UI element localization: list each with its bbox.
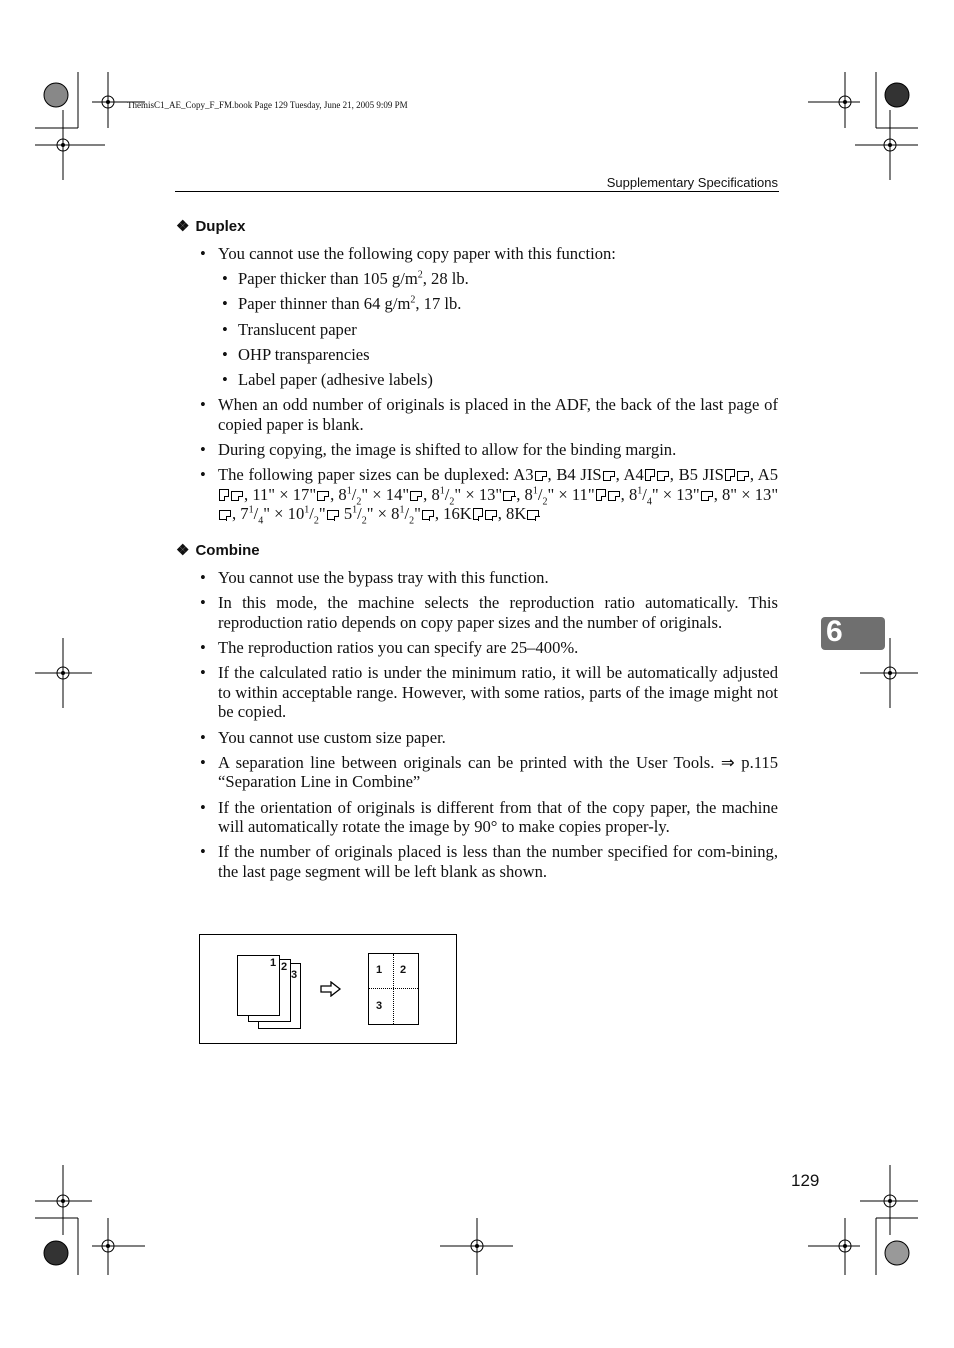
list-item: • The following paper sizes can be duplexed: A3 , B4 JIS , A4 , B5 JIS , A5, 11" × 17" , $8^1/_2$" × 14" , $8^1/_2$" × 13" , $8^1/_2$" × 11" , $8^1/_4$" × 13" , 8" × 13", $7^1/_4$" × $10^1/_2$" $5^1/_2$" × $8^1/_2$" , 16K , 8K — [200, 465, 778, 524]
output-label-1: 1 — [376, 964, 383, 976]
portrait-icon — [219, 489, 229, 501]
landscape-icon — [603, 471, 615, 481]
duplex-title: ❖ Duplex — [176, 218, 246, 235]
landscape-icon — [327, 510, 339, 520]
list-item: • Paper thicker than 105 $g/m^2$, 28 lb. — [218, 269, 778, 289]
chapter-number: 6 — [826, 615, 843, 648]
portrait-icon — [725, 469, 735, 481]
print-info: ThemisC1_AE_Copy_F_FM.book Page 129 Tuesday, June 21, 2005 9:09 PM — [127, 100, 408, 110]
list-item: • You cannot use custom size paper. — [200, 728, 778, 748]
duplex-list — [200, 244, 778, 529]
list-item: • OHP transparencies — [218, 345, 778, 365]
landscape-icon — [737, 471, 749, 481]
portrait-icon — [473, 508, 483, 520]
running-head: Supplementary Specifications — [606, 175, 778, 190]
landscape-icon — [657, 471, 669, 481]
list-item: • A separation line between originals can be printed with the User Tools. ⇒ p.115 “Separation Line in Combine” — [200, 753, 778, 792]
page-number: 129 — [791, 1171, 820, 1190]
landscape-icon — [503, 491, 515, 501]
landscape-icon — [701, 491, 713, 501]
list-item: • You cannot use the following copy paper with this function: • Paper thicker than 105 $g/m^2$, 28 lb. • Paper thinner than 64 $g/m^2$, 17 lb. • Translucent paper • OHP transparencies • Label paper (adhesive labels) — [200, 244, 778, 390]
list-item: • If the number of originals placed is less than the number specified for com-bining, the last page segment will be left blank as shown. — [200, 842, 778, 881]
list-item: • Paper thinner than 64 $g/m^2$, 17 lb. — [218, 294, 778, 314]
divider — [369, 988, 418, 989]
combine-list — [200, 568, 778, 887]
list-item: • During copying, the image is shifted to allow for the binding margin. — [200, 440, 778, 460]
original-label-2: 2 — [281, 961, 288, 973]
diamond-icon: ❖ — [176, 542, 190, 559]
landscape-icon — [410, 491, 422, 501]
list-item: • Translucent paper — [218, 320, 778, 340]
chapter-tab — [821, 617, 885, 650]
list-item: • Label paper (adhesive labels) — [218, 370, 778, 390]
combine-title: ❖ Combine — [176, 542, 260, 559]
landscape-icon — [535, 471, 547, 481]
diamond-icon: ❖ — [176, 218, 190, 235]
list-item: • If the calculated ratio is under the minimum ratio, it will be automatically adjusted to within acceptable range. However, with some ratios, parts of the image might not be copied. — [200, 663, 778, 722]
landscape-icon — [527, 510, 539, 520]
output-label-2: 2 — [400, 964, 407, 976]
list-item: • If the orientation of originals is different from that of the copy paper, the machine will automatically rotate the image by 90° to make copies proper-ly. — [200, 798, 778, 837]
list-item: • You cannot use the bypass tray with this function. — [200, 568, 778, 588]
landscape-icon — [422, 510, 434, 520]
original-label-1: 1 — [270, 957, 277, 969]
landscape-icon — [608, 491, 620, 501]
list-item: • The reproduction ratios you can specify are 25–400%. — [200, 638, 778, 658]
landscape-icon — [219, 510, 231, 520]
landscape-icon — [485, 510, 497, 520]
list-item: • When an odd number of originals is placed in the ADF, the back of the last page of copied paper is blank. — [200, 395, 778, 434]
landscape-icon — [231, 491, 243, 501]
sub-list — [218, 269, 778, 389]
divider — [393, 954, 394, 1024]
output-label-3: 3 — [376, 1000, 383, 1012]
header-rule — [175, 191, 779, 192]
portrait-icon — [645, 469, 655, 481]
landscape-icon — [317, 491, 329, 501]
arrow-right-icon — [320, 981, 342, 997]
output-sheet — [368, 953, 419, 1025]
combine-figure — [199, 934, 457, 1044]
list-item: • In this mode, the machine selects the reproduction ratio automatically. This reproduction ratio depends on copy paper sizes and the number of originals. — [200, 593, 778, 632]
portrait-icon — [596, 489, 606, 501]
original-label-3: 3 — [291, 969, 298, 981]
